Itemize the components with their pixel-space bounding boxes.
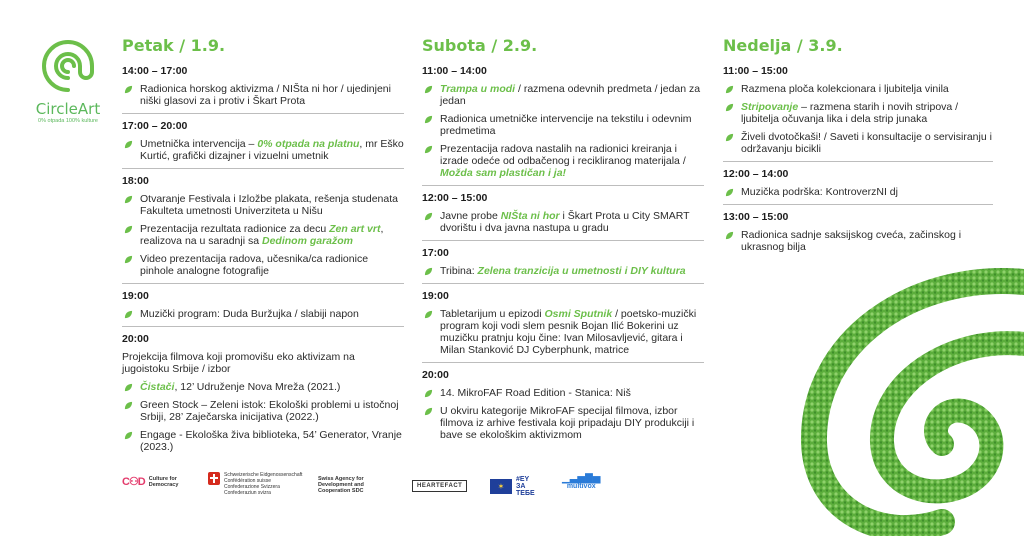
time-slot: 19:00	[422, 290, 449, 302]
day-column-sunday	[723, 36, 993, 259]
leaf-icon	[124, 431, 133, 440]
leaf-icon	[124, 85, 133, 94]
divider	[422, 362, 704, 363]
divider	[122, 168, 404, 169]
leaf-icon	[725, 85, 734, 94]
leaf-icon	[725, 231, 734, 240]
swiss-confederation-logo: Schweizerische Eidgenossenschaft Confédération suisse Confederazione Svizzera Confederaziun svizra	[208, 472, 302, 496]
leaf-icon	[725, 103, 734, 112]
divider	[723, 204, 993, 205]
list-item: Prezentacija radova nastalih na radionici kreiranja i izrade odeće od odbačenog i recikliranog materijala / Možda sam plastičan i ja!	[422, 143, 704, 179]
list-item: Radionica horskog aktivizma / NIŠta ni hor / ujedinjeni niški glasovi za i protiv i Škart Prota	[122, 83, 404, 107]
time-slot: 20:00	[422, 369, 449, 381]
leaf-icon	[725, 188, 734, 197]
time-slot: 14:00 – 17:00	[122, 65, 188, 77]
leaf-icon	[124, 195, 133, 204]
divider	[122, 326, 404, 327]
day-column-friday	[122, 36, 404, 459]
divider	[422, 185, 704, 186]
time-slot: 11:00 – 14:00	[422, 65, 487, 77]
block-intro: Projekcija filmova koji promovišu eko aktivizam na jugoistoku Srbije / izbor	[122, 351, 355, 375]
leaf-icon	[424, 389, 433, 398]
list-item: U okviru kategorije MikroFAF specijal filmova, izbor filmova iz arhive festivala koji pripadaju DIY produkciji i bave se ekološkim aktivizmom	[422, 405, 704, 441]
list-item: Prezentacija rezultata radionice za decu Zen art vrt, realizova na u saradnji sa Dedinom garažom	[122, 223, 404, 247]
list-item: Otvaranje Festivala i Izložbe plakata, rešenja studenata Fakulteta umetnosti Univerziteta u Nišu	[122, 193, 404, 217]
culture-for-democracy-logo: C⚇D Culture for Democracy	[122, 476, 179, 488]
heartefact-logo: HEARTEFACT	[412, 480, 467, 492]
time-slot: 12:00 – 15:00	[422, 192, 488, 204]
list-item: Živeli dvotočkaši! / Saveti i konsultacije o servisiranju i održavanju bicikli	[723, 131, 993, 155]
list-item: Tabletarijum u epizodi Osmi Sputnik / poetsko-muzički program koji vodi slem pesnik Bojan Ilić Bokerini uz muzičku pratnju koju čine: Ivan Milosavljević, gitara i Milan Stanković DJ Cyberphunk, matrice	[422, 308, 704, 356]
day-column-saturday	[422, 36, 704, 447]
list-item: Razmena ploča kolekcionara i ljubitelja vinila	[723, 83, 993, 95]
leaf-icon	[424, 85, 433, 94]
list-item: Muzička podrška: KontroverzNI dj	[723, 186, 993, 198]
divider	[422, 240, 704, 241]
list-item: Muzički program: Duda Buržujka / slabiji napon	[122, 308, 404, 320]
leaf-icon	[725, 133, 734, 142]
leaf-icon	[424, 310, 433, 319]
multivox-bars-icon: ▁▃▅▇▅	[562, 473, 601, 484]
list-item: 14. MikroFAF Road Edition - Stanica: Niš	[422, 387, 704, 399]
leaf-icon	[424, 267, 433, 276]
leaf-icon	[124, 383, 133, 392]
brand-tagline: 0% otpada 100% kulture	[38, 118, 98, 124]
time-slot: 20:00	[122, 333, 149, 345]
sponsor-logos	[122, 472, 742, 502]
swiss-flag-icon	[208, 472, 220, 485]
list-item: Radionica sadnje saksijskog cveća, začinskog i ukrasnog bilja	[723, 229, 993, 253]
time-slot: 13:00 – 15:00	[723, 211, 789, 223]
leaf-icon	[424, 115, 433, 124]
circleart-logo	[22, 36, 114, 124]
leaf-icon	[124, 255, 133, 264]
multivox-logo: ▁▃▅▇▅ multivox	[562, 473, 601, 490]
leaf-icon	[124, 310, 133, 319]
time-slot: 11:00 – 15:00	[723, 65, 788, 77]
leaf-icon	[124, 225, 133, 234]
list-item: Čistači, 12’ Udruženje Nova Mreža (2021.)	[122, 381, 404, 393]
list-item: Engage - Ekološka živa biblioteka, 54’ Generator, Vranje (2023.)	[122, 429, 404, 453]
list-item: Tribina: Zelena tranzicija u umetnosti i DIY kultura	[422, 265, 704, 277]
list-item: Javne probe NIŠta ni hor i Škart Prota u City SMART dvorištu i dva javna nastupa u gradu	[422, 210, 704, 234]
time-slot: 12:00 – 14:00	[723, 168, 789, 180]
grass-spiral-decoration	[792, 252, 1024, 536]
day-title: Subota / 2.9.	[422, 36, 538, 55]
time-slot: 19:00	[122, 290, 149, 302]
list-item: Stripovanje – razmena starih i novih stripova / ljubitelja očuvanja lika i dela strip junaka	[723, 101, 993, 125]
leaf-icon	[124, 140, 133, 149]
time-slot: 17:00 – 20:00	[122, 120, 188, 132]
leaf-icon	[424, 145, 433, 154]
divider	[422, 283, 704, 284]
list-item: Umetnička intervencija – 0% otpada na platnu, mr Eško Kurtić, grafički dizajner i vizuelni umetnik	[122, 138, 404, 162]
leaf-icon	[424, 407, 433, 416]
circleart-spiral-icon	[35, 36, 101, 98]
list-item: Green Stock – Zeleni istok: Ekološki problemi u istočnoj Srbiji, 28’ Zaječarska inicijativa (2022.)	[122, 399, 404, 423]
leaf-icon	[424, 212, 433, 221]
divider	[122, 283, 404, 284]
time-slot: 17:00	[422, 247, 449, 259]
eu-flag-icon: ✶	[490, 479, 512, 494]
list-item: Video prezentacija radova, učesnika/ca radionice pinhole analogne fotografije	[122, 253, 404, 277]
divider	[122, 113, 404, 114]
list-item: Trampa u modi / razmena odevnih predmeta / jedan za jedan	[422, 83, 704, 107]
brand-name: CircleArt	[35, 100, 101, 118]
time-slot: 18:00	[122, 175, 149, 187]
day-title: Petak / 1.9.	[122, 36, 226, 55]
divider	[723, 161, 993, 162]
eu-logo: ✶ #EY ЗА ТЕБЕ	[490, 476, 538, 497]
day-title: Nedelja / 3.9.	[723, 36, 843, 55]
leaf-icon	[124, 401, 133, 410]
sdc-logo: Swiss Agency for Development and Cooperation SDC	[318, 476, 364, 494]
list-item: Radionica umetničke intervencije na tekstilu i odevnim predmetima	[422, 113, 704, 137]
